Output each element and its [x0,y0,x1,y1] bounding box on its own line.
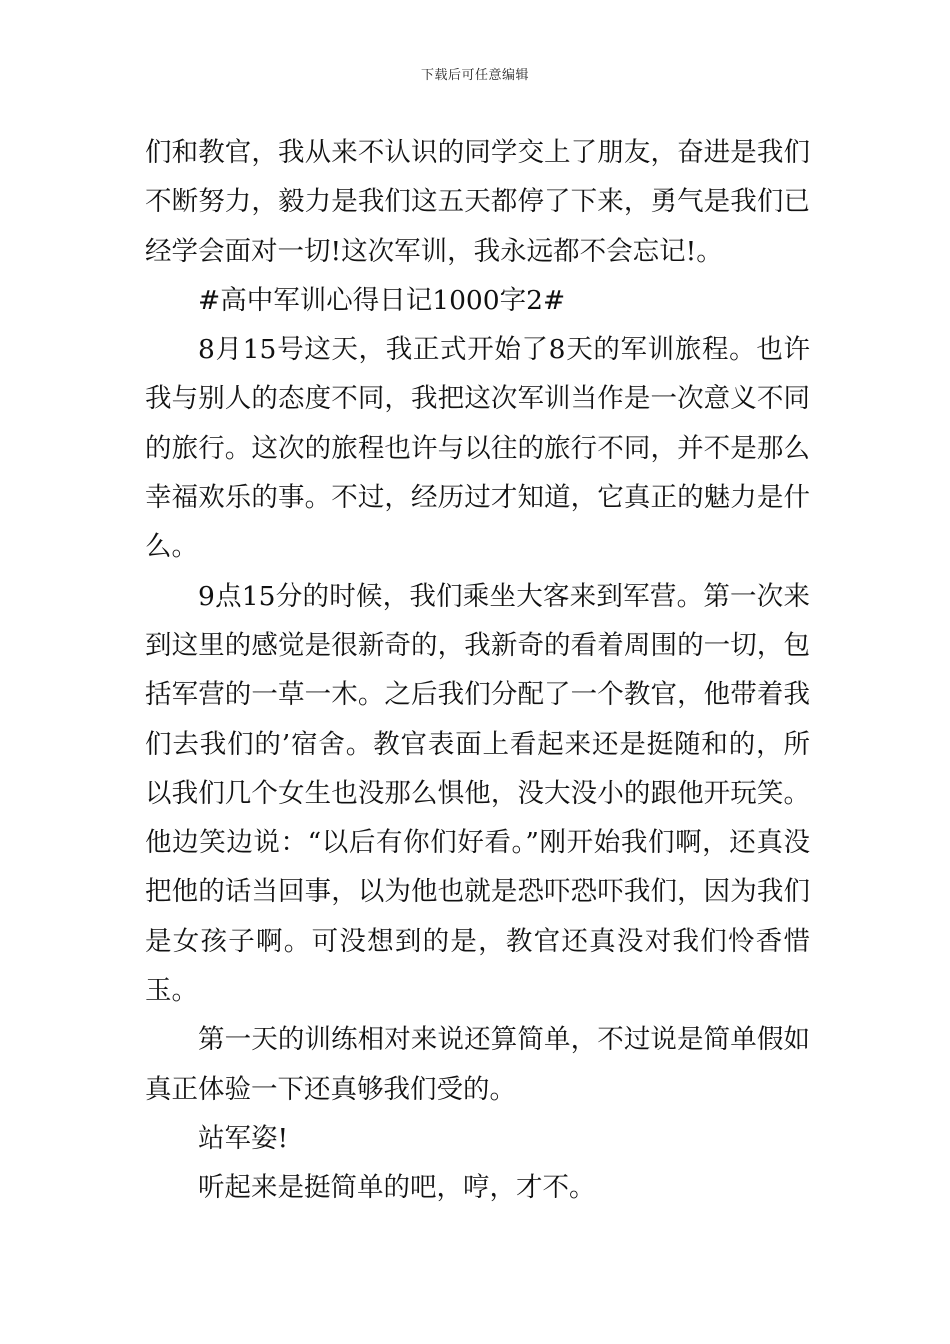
paragraph: 8月15号这天，我正式开始了8天的军训旅程。也许我与别人的态度不同，我把这次军训当作是一次意义不同的旅行。这次的旅程也许与以往的旅行不同，并不是那么幸福欢乐的事。不过，经历过才知道，它真正的魅力是什么。 [145,334,810,563]
paragraph: 们和教官，我从来不认识的同学交上了朋友，奋进是我们不断努力，毅力是我们这五天都停了下来，勇气是我们已经学会面对一切!这次军训，我永远都不会忘记!。 [145,137,810,267]
paragraph: 听起来是挺简单的吧，哼，才不。 [198,1172,596,1204]
document-body [145,128,810,1213]
paragraph: 站军姿! [198,1122,289,1154]
paragraph: 第一天的训练相对来说还算简单，不过说是简单假如真正体验一下还真够我们受的。 [145,1024,810,1105]
page-header: 下载后可任意编辑 [420,68,529,83]
section-heading: #高中军训心得日记1000字2# [198,284,566,316]
paragraph: 9点15分的时候，我们乘坐大客来到军营。第一次来到这里的感觉是很新奇的，我新奇的看着周围的一切，包括军营的一草一木。之后我们分配了一个教官，他带着我们去我们的’宿舍。教官表面上看起来还是挺随和的，所以我们几个女生也没那么惧他，没大没小的跟他开玩笑。他边笑边说：“以后有你们好看。”刚开始我们啊，还真没把他的话当回事，以为他也就是恐吓恐吓我们，因为我们是女孩子啊。可没想到的是，教官还真没对我们怜香惜玉。 [145,580,810,1007]
